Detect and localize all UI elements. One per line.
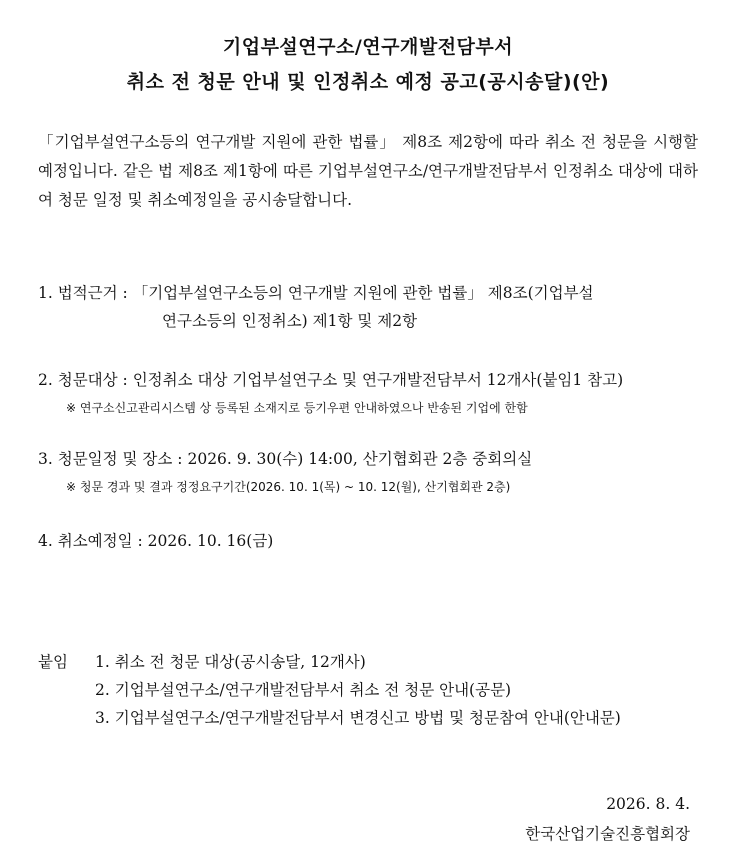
item-hearing-target-note: ※ 연구소신고관리시스템 상 등록된 소재지로 등기우편 안내하였으나 반송된 기업에 한함: [66, 401, 528, 415]
item-legal-basis-label: 1. 법적근거 :: [38, 284, 133, 302]
intro-paragraph: 「기업부설연구소등의 연구개발 지원에 관한 법률」 제8조 제2항에 따라 취소 전 청문을 시행할 예정입니다. 같은 법 제8조 제1항에 따른 기업부설연구소/연구개발전담부서 인정취소 대상에 대하여 청문 일정 및 취소예정일을 공시송달합니다.: [38, 133, 698, 209]
item-hearing-schedule-label: 3. 청문일정 및 장소 :: [38, 450, 188, 468]
item-legal-basis-continued: 연구소등의 인정취소) 제1항 및 제2항: [162, 312, 418, 330]
document-date: 2026. 8. 4.: [606, 795, 690, 813]
item-cancel-date: [38, 529, 273, 551]
item-cancel-date-label: 4. 취소예정일 :: [38, 532, 148, 550]
item-legal-basis-text: 「기업부설연구소등의 연구개발 지원에 관한 법률」 제8조(기업부설: [132, 284, 594, 302]
item-hearing-schedule: [38, 447, 532, 469]
item-legal-basis: [38, 281, 594, 303]
item-hearing-schedule-note: ※ 청문 경과 및 결과 정정요구기간(2026. 10. 1(목) ~ 10. 12(월), 산기협회관 2층): [66, 480, 511, 494]
attachment-item-2: 2. 기업부설연구소/연구개발전담부서 취소 전 청문 안내(공문): [95, 681, 512, 699]
item-hearing-target-text: 인정취소 대상 기업부설연구소 및 연구개발전담부서 12개사(붙임1 참고): [132, 371, 624, 389]
item-cancel-date-text: 2026. 10. 16(금): [147, 532, 274, 550]
item-hearing-schedule-text: 2026. 9. 30(수) 14:00, 산기협회관 2층 중회의실: [187, 450, 533, 468]
attachment-item-3: 3. 기업부설연구소/연구개발전담부서 변경신고 방법 및 청문참여 안내(안내문): [95, 709, 621, 727]
issuer-name: 한국산업기술진흥협회장: [525, 825, 690, 843]
item-hearing-target: [38, 368, 623, 390]
item-hearing-target-label: 2. 청문대상 :: [38, 371, 133, 389]
attachments-label: 붙임: [38, 653, 68, 671]
document-title-line2: 취소 전 청문 안내 및 인정취소 예정 공고(공시송달)(안): [126, 71, 610, 93]
attachment-item-1: 1. 취소 전 청문 대상(공시송달, 12개사): [95, 653, 366, 671]
document-title-line1: 기업부설연구소/연구개발전담부서: [222, 36, 514, 58]
